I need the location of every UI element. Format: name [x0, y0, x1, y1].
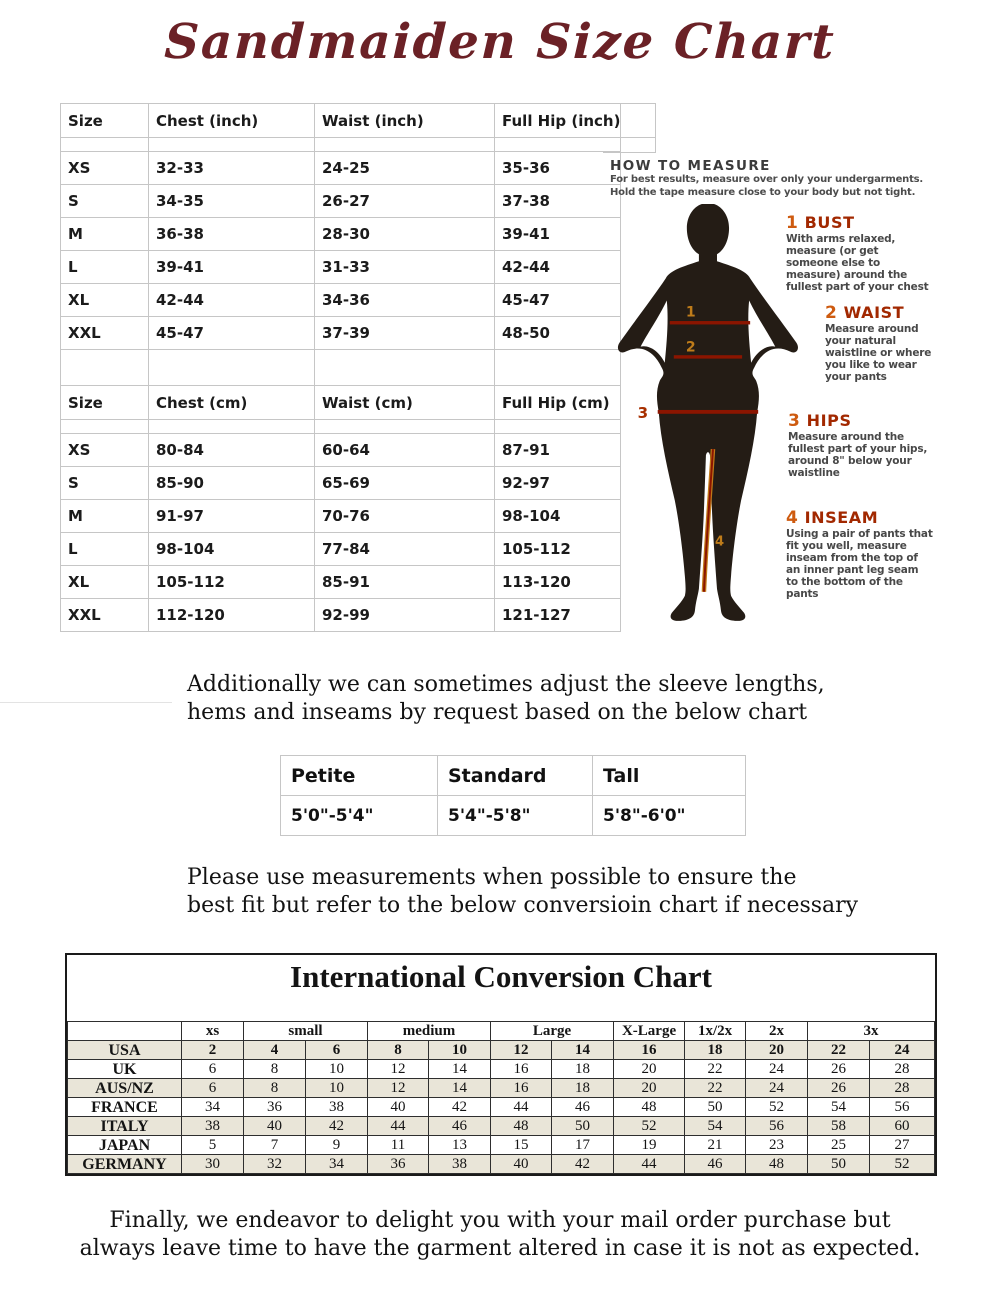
- cm-size-row: [61, 467, 621, 500]
- conv-value-cell: 26: [808, 1060, 870, 1079]
- measure-step-hips: [788, 411, 953, 479]
- inch-size-row: [61, 152, 621, 185]
- inch-size-row: [61, 251, 621, 284]
- measurement-cell: Full Hip (cm): [495, 386, 621, 420]
- size-cell: M: [61, 500, 149, 533]
- step-number: 3: [788, 411, 801, 431]
- conv-value-cell: 18: [685, 1041, 746, 1060]
- conv-value-cell: 5: [182, 1136, 244, 1155]
- step-description-line: an inner pant leg seam: [786, 564, 919, 576]
- conv-value-cell: 34: [182, 1098, 244, 1117]
- step-heading: [786, 213, 951, 233]
- step-heading: [825, 303, 990, 323]
- measure-step-inseam: [786, 508, 951, 600]
- conv-value-cell: 6: [182, 1060, 244, 1079]
- measurement-cell: 31-33: [315, 251, 495, 284]
- conv-group-header-row: [68, 1022, 935, 1041]
- closing-note-line: always leave time to have the garment altered in case it is not as expected.: [79, 1236, 921, 1261]
- conv-value-cell: 34: [306, 1155, 368, 1174]
- measurement-cell: 70-76: [315, 500, 495, 533]
- measurement-cell: 87-91: [495, 434, 621, 467]
- measurement-cell: 39-41: [149, 251, 315, 284]
- size-cell: XL: [61, 284, 149, 317]
- step-name: WAIST: [843, 303, 905, 322]
- conv-value-cell: 16: [614, 1041, 685, 1060]
- conversion-note: [187, 864, 858, 920]
- step-description-line: fullest part of your hips,: [788, 443, 928, 455]
- conv-value-cell: 9: [306, 1136, 368, 1155]
- conv-region-row: [68, 1136, 935, 1155]
- inch-size-row: [61, 218, 621, 251]
- conv-region-row: [68, 1041, 935, 1060]
- international-conversion-chart: [65, 953, 937, 1176]
- step-description-line: someone else to: [786, 257, 880, 269]
- conv-value-cell: 20: [746, 1041, 808, 1060]
- conv-region-cell: JAPAN: [68, 1136, 182, 1155]
- step-heading: [788, 411, 953, 431]
- adjust-note-line: Additionally we can sometimes adjust the sleeve lengths,: [187, 672, 825, 697]
- step-description: [825, 323, 990, 383]
- waist-measure-line: [674, 355, 742, 358]
- measurement-cell: Chest (cm): [149, 386, 315, 420]
- step-heading: [786, 508, 951, 528]
- conv-region-row: [68, 1060, 935, 1079]
- step-description-line: waistline or where: [825, 347, 932, 359]
- measurement-cell: 92-99: [315, 599, 495, 632]
- empty-cell: [495, 420, 621, 434]
- conv-value-cell: 23: [746, 1136, 808, 1155]
- conv-value-cell: 6: [306, 1041, 368, 1060]
- conv-value-cell: 14: [429, 1060, 491, 1079]
- conv-value-cell: 16: [491, 1060, 552, 1079]
- step-name: INSEAM: [804, 508, 879, 527]
- figure-marker-bust: 1: [685, 304, 696, 321]
- conv-value-cell: 38: [306, 1098, 368, 1117]
- step-number: 1: [786, 213, 799, 233]
- closing-note: [0, 1207, 1000, 1263]
- conv-value-cell: 42: [552, 1155, 614, 1174]
- conv-value-cell: 22: [808, 1041, 870, 1060]
- measurement-cell: 45-47: [495, 284, 621, 317]
- step-number: 2: [825, 303, 838, 323]
- conv-value-cell: 46: [552, 1098, 614, 1117]
- conv-value-cell: 28: [870, 1079, 935, 1098]
- measurement-cell: 112-120: [149, 599, 315, 632]
- height-value-cell: 5'4"-5'8": [438, 796, 593, 836]
- inch-header-row: [61, 104, 621, 138]
- conv-value-cell: 44: [368, 1117, 429, 1136]
- conv-region-row: [68, 1079, 935, 1098]
- measurement-cell: 42-44: [149, 284, 315, 317]
- measurement-cell: 39-41: [495, 218, 621, 251]
- size-tables: [60, 103, 621, 632]
- conv-value-cell: 19: [614, 1136, 685, 1155]
- conv-value-cell: 14: [429, 1079, 491, 1098]
- conv-value-cell: 2: [182, 1041, 244, 1060]
- measurement-cell: 98-104: [149, 533, 315, 566]
- measurement-cell: 85-90: [149, 467, 315, 500]
- conv-value-cell: 50: [685, 1098, 746, 1117]
- conv-value-cell: 11: [368, 1136, 429, 1155]
- measurement-cell: 48-50: [495, 317, 621, 350]
- table-separator-row: [61, 350, 621, 386]
- size-cell: S: [61, 185, 149, 218]
- size-cell: L: [61, 533, 149, 566]
- height-value-cell: 5'0"-5'4": [281, 796, 438, 836]
- conv-value-cell: 50: [808, 1155, 870, 1174]
- figure-marker-inseam: 4: [714, 534, 725, 550]
- measurement-cell: 37-39: [315, 317, 495, 350]
- table-corner-stub: [603, 103, 656, 153]
- conversion-chart-title: International Conversion Chart: [290, 959, 712, 994]
- measure-subtitle-line: For best results, measure over only your undergarments.: [610, 174, 924, 185]
- conv-value-cell: 18: [552, 1079, 614, 1098]
- figure-marker-hips: 3: [637, 403, 649, 422]
- conv-value-cell: 56: [746, 1117, 808, 1136]
- conv-value-cell: 18: [552, 1060, 614, 1079]
- height-value-cell: 5'8"-6'0": [593, 796, 746, 836]
- conv-value-cell: 7: [244, 1136, 306, 1155]
- size-cell: XXL: [61, 599, 149, 632]
- conv-value-cell: 8: [244, 1079, 306, 1098]
- conv-value-cell: 40: [244, 1117, 306, 1136]
- measurement-cell: Full Hip (inch): [495, 104, 621, 138]
- empty-cell: [149, 138, 315, 152]
- height-header-cell: Tall: [593, 756, 746, 796]
- step-name: HIPS: [806, 411, 852, 430]
- size-cell: S: [61, 467, 149, 500]
- measurement-cell: 92-97: [495, 467, 621, 500]
- step-description-line: around 8" below your: [788, 455, 912, 467]
- step-description-line: Measure around the: [788, 431, 904, 443]
- measurement-cell: 45-47: [149, 317, 315, 350]
- conv-region-cell: UK: [68, 1060, 182, 1079]
- conv-region-cell: FRANCE: [68, 1098, 182, 1117]
- step-description-line: pants: [786, 588, 819, 600]
- conv-value-cell: 38: [182, 1117, 244, 1136]
- conv-value-cell: 10: [306, 1079, 368, 1098]
- conv-group-header-cell: small: [244, 1022, 368, 1041]
- measure-subtitle: [610, 174, 950, 199]
- step-description: [786, 233, 951, 293]
- height-header-cell: Standard: [438, 756, 593, 796]
- height-table-body: [281, 756, 746, 836]
- inch-size-row: [61, 185, 621, 218]
- step-description-line: you like to wear: [825, 359, 917, 371]
- conv-value-cell: 13: [429, 1136, 491, 1155]
- conv-value-cell: 12: [368, 1079, 429, 1098]
- conv-value-cell: 4: [244, 1041, 306, 1060]
- conv-value-cell: 46: [685, 1155, 746, 1174]
- conversion-note-line: best fit but refer to the below conversioin chart if necessary: [187, 893, 859, 918]
- empty-cell: [149, 350, 315, 386]
- conv-value-cell: 12: [368, 1060, 429, 1079]
- adjust-note: [187, 671, 825, 727]
- measurement-cell: 34-36: [315, 284, 495, 317]
- empty-cell: [61, 420, 149, 434]
- conv-region-row: [68, 1098, 935, 1117]
- conv-group-header-cell: Large: [491, 1022, 614, 1041]
- conv-value-cell: 42: [429, 1098, 491, 1117]
- measurement-cell: 60-64: [315, 434, 495, 467]
- cm-size-row: [61, 533, 621, 566]
- step-description-line: With arms relaxed,: [786, 233, 896, 245]
- step-description-line: to the bottom of the: [786, 576, 903, 588]
- conv-value-cell: 6: [182, 1079, 244, 1098]
- conv-value-cell: 48: [614, 1098, 685, 1117]
- conv-value-cell: 44: [491, 1098, 552, 1117]
- conv-value-cell: 60: [870, 1117, 935, 1136]
- measurement-cell: 121-127: [495, 599, 621, 632]
- conv-value-cell: 17: [552, 1136, 614, 1155]
- step-description: [786, 528, 951, 600]
- height-table: [280, 755, 746, 836]
- measurement-cell: 105-112: [495, 533, 621, 566]
- measure-step-waist: [825, 303, 990, 383]
- conv-value-cell: 38: [429, 1155, 491, 1174]
- measurement-cell: 26-27: [315, 185, 495, 218]
- conv-region-cell: AUS/NZ: [68, 1079, 182, 1098]
- size-table-body: [61, 104, 621, 632]
- empty-cell: [149, 420, 315, 434]
- size-cell: XS: [61, 152, 149, 185]
- conv-group-header-cell: 1x/2x: [685, 1022, 746, 1041]
- conv-value-cell: 36: [368, 1155, 429, 1174]
- conv-value-cell: 25: [808, 1136, 870, 1155]
- size-cell: XS: [61, 434, 149, 467]
- size-cell: L: [61, 251, 149, 284]
- adjust-note-line: hems and inseams by request based on the below chart: [187, 700, 808, 725]
- conv-value-cell: 10: [306, 1060, 368, 1079]
- conv-region-row: [68, 1155, 935, 1174]
- conv-value-cell: 27: [870, 1136, 935, 1155]
- measurement-cell: Waist (inch): [315, 104, 495, 138]
- height-header-cell: Petite: [281, 756, 438, 796]
- size-cell: XXL: [61, 317, 149, 350]
- conv-value-cell: 22: [685, 1060, 746, 1079]
- measurement-cell: 34-35: [149, 185, 315, 218]
- conv-value-cell: 16: [491, 1079, 552, 1098]
- how-to-measure: [610, 158, 950, 640]
- page-title: Sandmaiden Size Chart: [163, 14, 837, 70]
- conv-value-cell: 24: [870, 1041, 935, 1060]
- empty-cell: [495, 138, 621, 152]
- conv-value-cell: 20: [614, 1079, 685, 1098]
- hip-measure-line: [658, 410, 758, 414]
- conv-value-cell: 22: [685, 1079, 746, 1098]
- measurement-cell: 42-44: [495, 251, 621, 284]
- measurement-cell: 105-112: [149, 566, 315, 599]
- measurement-cell: Chest (inch): [149, 104, 315, 138]
- closing-note-line: Finally, we endeavor to delight you with your mail order purchase but: [109, 1208, 891, 1233]
- conv-value-cell: 32: [244, 1155, 306, 1174]
- empty-cell: [315, 138, 495, 152]
- conversion-note-line: Please use measurements when possible to ensure the: [187, 865, 797, 890]
- conv-value-cell: 15: [491, 1136, 552, 1155]
- conv-value-cell: 14: [552, 1041, 614, 1060]
- conv-value-cell: 40: [368, 1098, 429, 1117]
- step-name: BUST: [804, 213, 855, 232]
- measurement-cell: 98-104: [495, 500, 621, 533]
- cm-size-row: [61, 500, 621, 533]
- height-value-row: [281, 796, 746, 836]
- size-table: [60, 103, 621, 632]
- conv-value-cell: 44: [614, 1155, 685, 1174]
- empty-cell: [495, 350, 621, 386]
- measurement-cell: 35-36: [495, 152, 621, 185]
- cm-size-row: [61, 566, 621, 599]
- step-description-line: your pants: [825, 371, 887, 383]
- step-description-line: inseam from the top of: [786, 552, 918, 564]
- inch-size-row: [61, 317, 621, 350]
- step-description-line: Using a pair of pants that: [786, 528, 933, 540]
- cm-size-row: [61, 434, 621, 467]
- conv-value-cell: 36: [244, 1098, 306, 1117]
- conversion-table: [67, 1021, 935, 1174]
- conv-region-cell: ITALY: [68, 1117, 182, 1136]
- measurement-cell: 80-84: [149, 434, 315, 467]
- conv-value-cell: 50: [552, 1117, 614, 1136]
- empty-cell: [315, 350, 495, 386]
- bust-measure-line: [670, 321, 750, 324]
- conv-group-header-cell: xs: [182, 1022, 244, 1041]
- conv-value-cell: 21: [685, 1136, 746, 1155]
- step-description-line: fit you well, measure: [786, 540, 907, 552]
- measurement-cell: 37-38: [495, 185, 621, 218]
- cm-header-row: [61, 386, 621, 420]
- conv-value-cell: 54: [685, 1117, 746, 1136]
- measure-heading: HOW TO MEASURE: [610, 158, 771, 174]
- conv-value-cell: 42: [306, 1117, 368, 1136]
- cm-size-row: [61, 599, 621, 632]
- height-table-wrap: [280, 755, 746, 836]
- conv-region-cell: USA: [68, 1041, 182, 1060]
- conv-value-cell: 40: [491, 1155, 552, 1174]
- conv-group-header-cell: 3x: [808, 1022, 935, 1041]
- measure-subtitle-line: Hold the tape measure close to your body but not tight.: [610, 186, 916, 198]
- size-cell: Size: [61, 386, 149, 420]
- measurement-cell: 65-69: [315, 467, 495, 500]
- conv-empty-corner-cell: [68, 1022, 182, 1041]
- step-description-line: fullest part of your chest: [786, 281, 929, 293]
- conv-value-cell: 12: [491, 1041, 552, 1060]
- step-description-line: your natural: [825, 335, 896, 347]
- conv-value-cell: 20: [614, 1060, 685, 1079]
- empty-cell: [315, 420, 495, 434]
- measurement-cell: Waist (cm): [315, 386, 495, 420]
- conv-value-cell: 28: [870, 1060, 935, 1079]
- step-number: 4: [786, 508, 799, 528]
- step-description-line: measure) around the: [786, 269, 908, 281]
- conv-group-header-cell: X-Large: [614, 1022, 685, 1041]
- step-description-line: waistline: [788, 467, 840, 479]
- measure-step-bust: [786, 213, 951, 293]
- conv-value-cell: 24: [746, 1079, 808, 1098]
- empty-cell: [61, 350, 149, 386]
- conv-value-cell: 48: [491, 1117, 552, 1136]
- spacer-row: [61, 138, 621, 152]
- measurement-cell: 113-120: [495, 566, 621, 599]
- size-cell: M: [61, 218, 149, 251]
- conv-value-cell: 48: [746, 1155, 808, 1174]
- step-description-line: measure (or get: [786, 245, 879, 257]
- conv-value-cell: 52: [870, 1155, 935, 1174]
- height-header-row: [281, 756, 746, 796]
- size-cell: Size: [61, 104, 149, 138]
- spacer-row: [61, 420, 621, 434]
- step-description: [788, 431, 953, 479]
- inch-size-row: [61, 284, 621, 317]
- conv-value-cell: 30: [182, 1155, 244, 1174]
- conv-value-cell: 52: [614, 1117, 685, 1136]
- conv-value-cell: 46: [429, 1117, 491, 1136]
- figure-marker-waist: 2: [685, 339, 696, 356]
- conversion-table-body: [68, 1022, 935, 1174]
- measurement-cell: 91-97: [149, 500, 315, 533]
- conv-value-cell: 10: [429, 1041, 491, 1060]
- measurement-cell: 32-33: [149, 152, 315, 185]
- conv-value-cell: 54: [808, 1098, 870, 1117]
- conv-region-row: [68, 1117, 935, 1136]
- conv-value-cell: 52: [746, 1098, 808, 1117]
- empty-cell: [61, 138, 149, 152]
- measurement-cell: 36-38: [149, 218, 315, 251]
- conv-value-cell: 8: [368, 1041, 429, 1060]
- measurement-cell: 77-84: [315, 533, 495, 566]
- size-cell: XL: [61, 566, 149, 599]
- faint-divider-line: [0, 702, 172, 703]
- conv-group-header-cell: 2x: [746, 1022, 808, 1041]
- conv-value-cell: 26: [808, 1079, 870, 1098]
- step-description-line: Measure around: [825, 323, 919, 335]
- conv-value-cell: 8: [244, 1060, 306, 1079]
- conv-value-cell: 24: [746, 1060, 808, 1079]
- conv-value-cell: 56: [870, 1098, 935, 1117]
- conv-region-cell: GERMANY: [68, 1155, 182, 1174]
- measurement-cell: 24-25: [315, 152, 495, 185]
- conv-group-header-cell: medium: [368, 1022, 491, 1041]
- conv-value-cell: 58: [808, 1117, 870, 1136]
- measurement-cell: 85-91: [315, 566, 495, 599]
- measurement-cell: 28-30: [315, 218, 495, 251]
